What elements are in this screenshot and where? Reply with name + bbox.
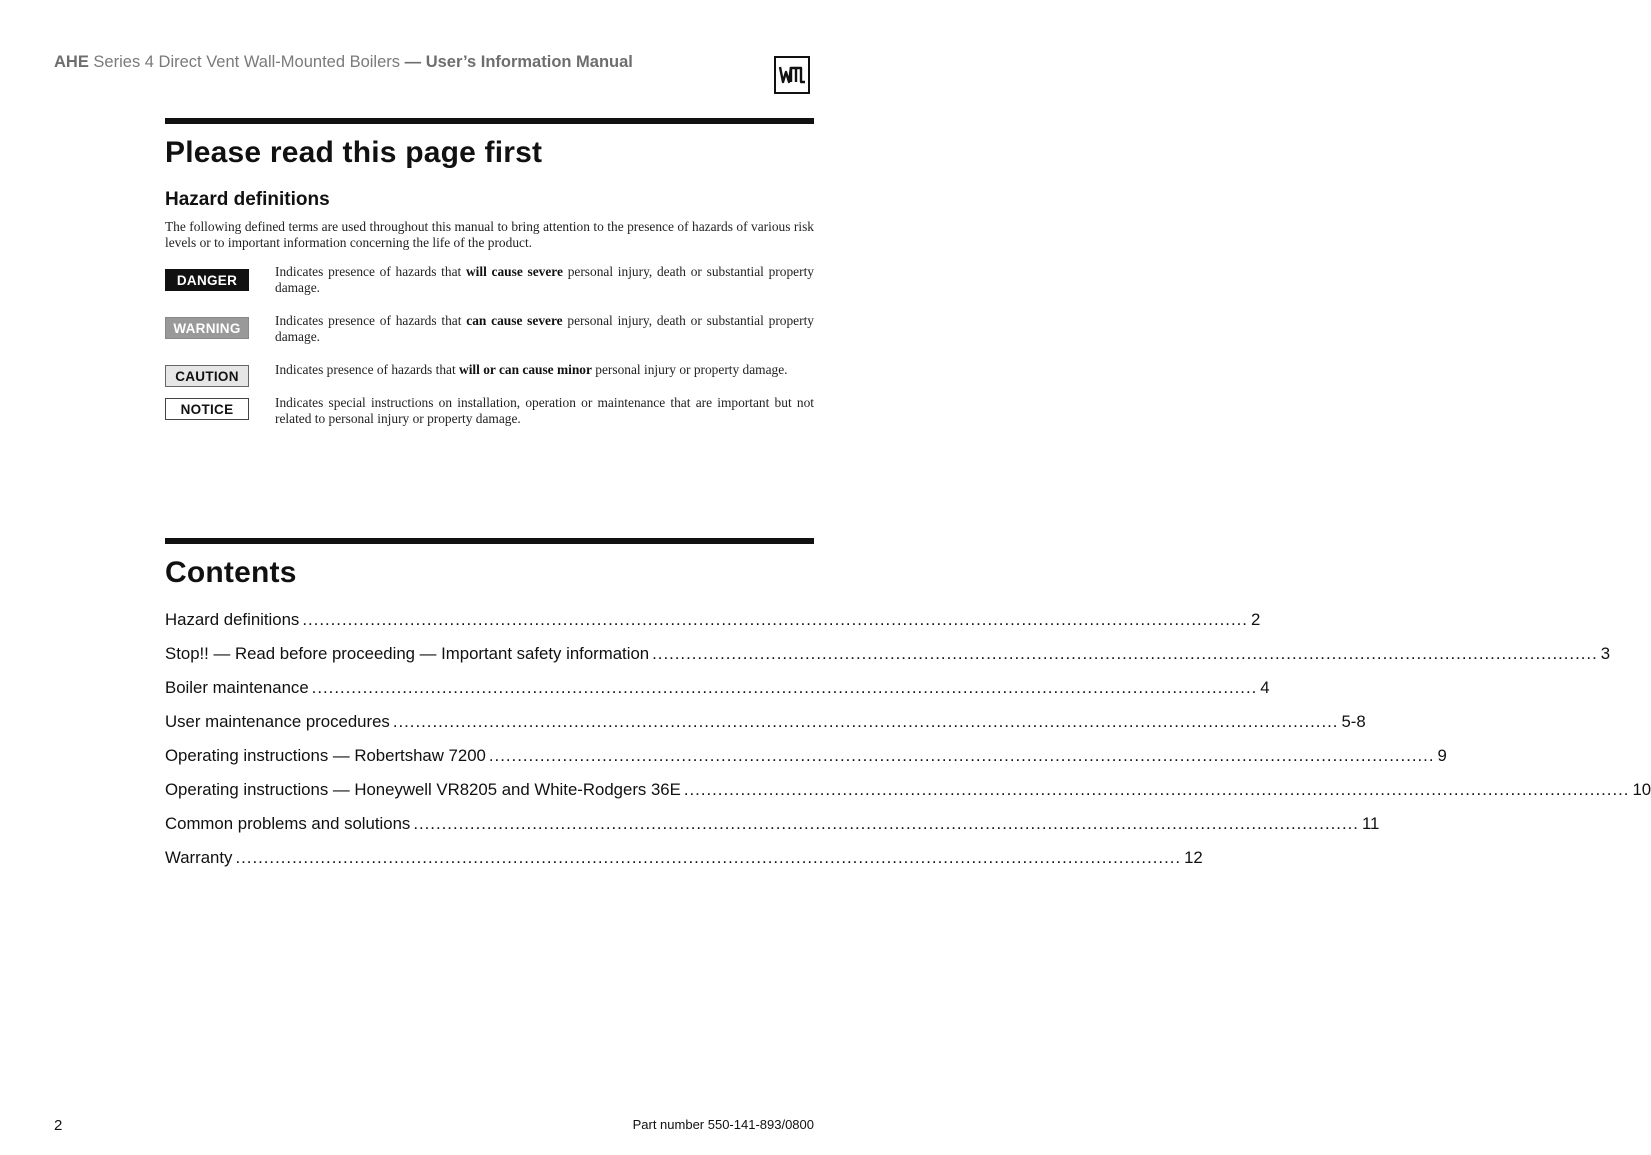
toc-entry[interactable] <box>165 814 1380 848</box>
toc-leader: ....................................................................................................................................................................... <box>488 746 1435 765</box>
danger-badge: DANGER <box>165 269 249 291</box>
toc-entry-title: Common problems and solutions <box>165 814 411 833</box>
toc-entry-page: 10 <box>1632 780 1651 799</box>
toc-entry[interactable] <box>165 610 1261 644</box>
toc-entry-page: 11 <box>1361 814 1380 833</box>
page-number: 2 <box>54 1117 63 1134</box>
toc-leader: ....................................................................................................................................................................... <box>652 644 1598 663</box>
notice-badge: NOTICE <box>165 398 249 420</box>
contents-heading: Contents <box>165 556 297 589</box>
toc-entry-title: Stop!! — Read before proceeding — Important safety information <box>165 644 650 663</box>
part-number: Part number 550-141-893/0800 <box>632 1117 814 1132</box>
header-brand: AHE <box>54 53 89 71</box>
toc-entry-title: Operating instructions — Honeywell VR8205 and White-Rodgers 36E <box>165 780 681 799</box>
page-title: Please read this page first <box>165 136 543 169</box>
toc-entry[interactable] <box>165 712 1366 746</box>
warning-definition-text: Indicates presence of hazards that <box>275 313 467 328</box>
toc-entry-title: User maintenance procedures <box>165 712 390 731</box>
toc-entry-page: 3 <box>1600 644 1611 663</box>
toc-leader: ....................................................................................................................................................................... <box>392 712 1339 731</box>
warning-badge: WARNING <box>165 317 249 339</box>
toc-entry-page: 12 <box>1184 848 1203 867</box>
toc-entry[interactable] <box>165 644 1611 678</box>
caution-definition-text: Indicates presence of hazards that <box>275 362 460 377</box>
toc-entry-title: Boiler maintenance <box>165 678 309 697</box>
toc-entry-page: 4 <box>1260 678 1270 697</box>
toc-entry-page: 9 <box>1437 746 1447 765</box>
danger-definition <box>275 264 814 296</box>
toc-leader: ....................................................................................................................................................................... <box>235 848 1182 867</box>
company-logo <box>774 56 810 94</box>
toc-entry-page: 5-8 <box>1341 712 1366 731</box>
logo-mark-icon <box>776 58 808 92</box>
toc-leader: ....................................................................................................................................................................... <box>302 610 1248 629</box>
toc-entry[interactable] <box>165 848 1203 882</box>
caution-definition-emphasis: will or can cause minor <box>459 362 592 377</box>
table-of-contents <box>165 610 1651 882</box>
toc-entry[interactable] <box>165 780 1651 814</box>
toc-leader: ....................................................................................................................................................................... <box>413 814 1359 833</box>
toc-leader: ....................................................................................................................................................................... <box>311 678 1258 697</box>
toc-entry-title: Warranty <box>165 848 233 867</box>
section-rule-contents <box>165 538 814 544</box>
danger-definition-text-end: personal injury, death or substantial property damage. <box>275 264 814 295</box>
notice-definition <box>275 395 814 427</box>
warning-definition-text-end: personal injury, death or substantial property damage. <box>275 313 814 344</box>
section-rule-top <box>165 118 814 124</box>
caution-definition-text-end: personal injury or property damage. <box>591 362 788 377</box>
warning-definition-emphasis: can cause severe <box>466 313 563 328</box>
warning-definition <box>275 313 814 345</box>
toc-entry[interactable] <box>165 746 1447 780</box>
hazard-definitions-heading: Hazard definitions <box>165 189 330 210</box>
caution-badge: CAUTION <box>165 365 249 387</box>
toc-leader: ....................................................................................................................................................................... <box>683 780 1630 799</box>
toc-entry-title: Operating instructions — Robertshaw 7200 <box>165 746 486 765</box>
notice-definition-text: Indicates special instructions on installation, operation or maintenance that are important but not related to personal injury or property damage. <box>275 395 814 426</box>
toc-entry[interactable] <box>165 678 1270 712</box>
danger-definition-emphasis: will cause severe <box>465 264 563 279</box>
toc-entry-title: Hazard definitions <box>165 610 300 629</box>
hazard-intro-text: The following defined terms are used throughout this manual to bring attention to the presence of hazards of various risk levels or to important information concerning the life of the product. <box>165 219 814 250</box>
danger-definition-text: Indicates presence of hazards that <box>275 264 466 279</box>
toc-entry-page: 2 <box>1250 610 1261 629</box>
caution-definition <box>275 362 814 378</box>
running-header <box>54 53 762 72</box>
header-title-bold: — User’s Information Manual <box>404 53 633 71</box>
header-title: Series 4 Direct Vent Wall-Mounted Boilers <box>88 53 405 71</box>
